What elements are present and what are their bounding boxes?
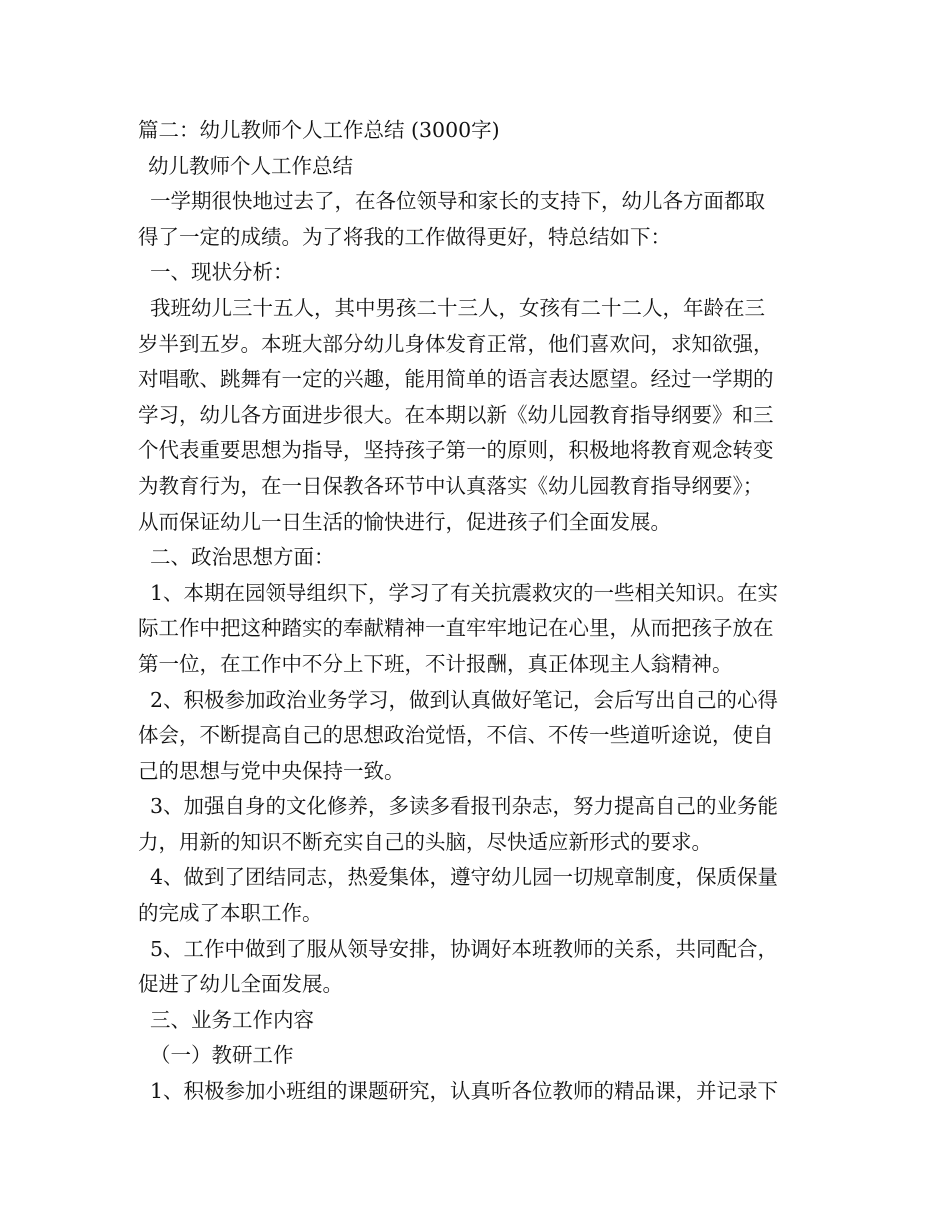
document-subtitle: 幼儿教师个人工作总结 [148, 153, 353, 178]
paragraph-line: 的完成了本职工作。 [138, 901, 323, 926]
paragraph-line: 岁半到五岁。本班大部分幼儿身体发育正常，他们喜欢问，求知欲强， [138, 331, 774, 356]
document-body [138, 113, 818, 1110]
paragraph-line: 3、加强自身的文化修养，多读多看报刊杂志，努力提高自己的业务能 [150, 794, 779, 819]
paragraph-line: 第一位，在工作中不分上下班，不计报酬，真正体现主人翁精神。 [138, 651, 733, 676]
paragraph-line: 体会，不断提高自己的思想政治觉悟，不信、不传一些道听途说，使自 [138, 723, 774, 748]
paragraph-line: 力，用新的知识不断充实自己的头脑，尽快适应新形式的要求。 [138, 829, 712, 854]
paragraph-line: 一学期很快地过去了，在各位领导和家长的支持下，幼儿各方面都取 [150, 189, 765, 214]
paragraph-line: 5、工作中做到了服从领导安排，协调好本班教师的关系，共同配合， [150, 936, 779, 961]
paragraph-line: 促进了幼儿全面发展。 [138, 972, 343, 997]
paragraph-line: 1、积极参加小班组的课题研究，认真听各位教师的精品课，并记录下 [150, 1079, 779, 1104]
paragraph-line: 从而保证幼儿一日生活的愉快进行，促进孩子们全面发展。 [138, 509, 671, 534]
paragraph-line: 学习，幼儿各方面进步很大。在本期以新《幼儿园教育指导纲要》和三 [138, 402, 774, 427]
paragraph-line: 个代表重要思想为指导，坚持孩子第一的原则，积极地将教育观念转变 [138, 438, 774, 463]
paragraph-line: 己的思想与党中央保持一致。 [138, 758, 405, 783]
paragraph-line: 际工作中把这种踏实的奉献精神一直牢牢地记在心里，从而把孩子放在 [138, 616, 774, 641]
paragraph-line: 为教育行为，在一日保教各环节中认真落实《幼儿园教育指导纲要》； [138, 473, 764, 498]
paragraph-line: 4、做到了团结同志，热爱集体，遵守幼儿园一切规章制度，保质保量 [150, 865, 779, 890]
section-heading: 二、政治思想方面： [150, 545, 335, 570]
section-heading: 一、现状分析： [150, 260, 294, 285]
paragraph-line: 2、积极参加政治业务学习，做到认真做好笔记，会后写出自己的心得 [150, 687, 779, 712]
subsection-heading: （一）教研工作 [150, 1043, 294, 1068]
paragraph-line: 1、本期在园领导组织下，学习了有关抗震救灾的一些相关知识。在实 [150, 580, 779, 605]
document-title: 篇二：幼儿教师个人工作总结 (3000字) [138, 118, 500, 142]
paragraph-line: 对唱歌、跳舞有一定的兴趣，能用简单的语言表达愿望。经过一学期的 [138, 367, 774, 392]
section-heading: 三、业务工作内容 [150, 1007, 314, 1032]
paragraph-line: 得了一定的成绩。为了将我的工作做得更好，特总结如下： [138, 224, 671, 249]
paragraph-line: 我班幼儿三十五人，其中男孩二十三人，女孩有二十二人，年龄在三 [150, 295, 765, 320]
